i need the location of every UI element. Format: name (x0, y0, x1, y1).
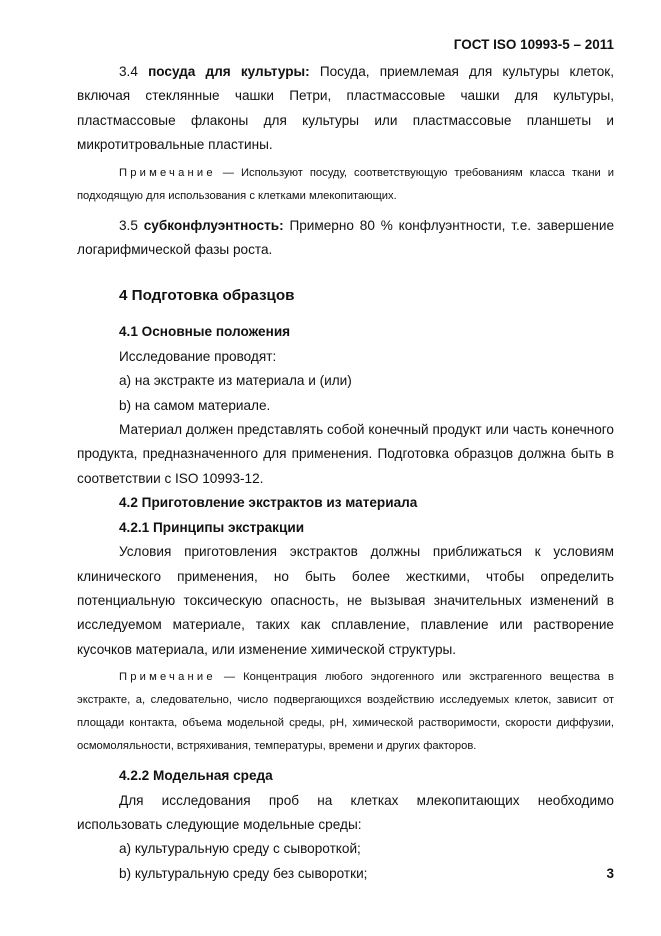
section-4-2-1-heading: 4.2.1 Принципы экстракции (119, 519, 305, 535)
section-4-1-heading: 4.1 Основные положения (119, 324, 291, 340)
list-item-a: a) культуральную среду с сывороткой; (119, 841, 361, 857)
section-4-1-paragraph: Материал должен представлять собой конечный продукт или часть конечного продукта, предназначенного для применения. Подготовка образцов должна быть в соответствии с ISO 10993-12. (77, 422, 614, 486)
document-body (77, 60, 614, 886)
section-4-heading: 4 Подготовка образцов (119, 287, 295, 305)
note-3-4 (77, 162, 614, 208)
section-4-2-2-paragraph: Для исследования проб на клетках млекопитающих необходимо использовать следующие модельные среды: (77, 792, 614, 832)
section-4-2-1-paragraph: Условия приготовления экстрактов должны приближаться к условиям клинического применения, но быть более жесткими, чтобы определить потенциальную токсическую опасность, не вызывая значительных изменений в исследуемом материале, таких как сплавление, плавление или растворение кусочков материала, или изменение химической структуры. (77, 544, 614, 657)
section-4-2-2-heading: 4.2.2 Модельная среда (119, 768, 273, 784)
note-4-2-1 (77, 666, 614, 758)
document-header: ГОСТ ISO 10993-5 – 2011 (453, 37, 614, 52)
definition-text: Посуда, приемлемая для культуры клеток, включая стеклянные чашки Петри, пластмассовые чашки для культуры, пластмассовые флаконы для культуры или пластмассовые планшеты и микротитровальные пластины. (77, 64, 614, 153)
section-4-1-intro: Исследование проводят: (119, 348, 277, 364)
definition-text: Примерно 80 % конфлуэнтности, т.е. завершение логарифмической фазы роста. (77, 217, 615, 258)
note-label: Примечание (119, 166, 216, 179)
list-item-b: b) культуральную среду без сыворотки; (119, 865, 368, 881)
definition-3-5 (77, 214, 614, 263)
note-text: — Концентрация любого эндогенного или экстрагенного вещества в экстракте, а, следовательно, число подвергающихся воздействию исследуемых клеток, зависит от площади контакта, объема модельной среды, pH, химической растворимости, скорости диффузии, осмомоляльности, встряхивания, температуры, времени и других факторов. (77, 671, 614, 753)
note-label: Примечание (119, 671, 216, 684)
definition-3-4 (77, 60, 614, 158)
list-item-a: a) на экстракте из материала и (или) (119, 373, 352, 389)
definition-term: посуда для культуры: (148, 64, 310, 79)
section-4-2-heading: 4.2 Приготовление экстрактов из материала (119, 495, 418, 511)
note-text: — Используют посуду, соответствующую требованиям класса ткани и подходящую для использования с клетками млекопитающих. (77, 166, 615, 202)
list-item-b: b) на самом материале. (119, 397, 271, 413)
definition-number: 3.4 (119, 64, 138, 79)
page-number: 3 (606, 866, 614, 881)
definition-number: 3.5 (119, 217, 138, 233)
definition-term: субконфлуэнтность: (143, 217, 284, 233)
